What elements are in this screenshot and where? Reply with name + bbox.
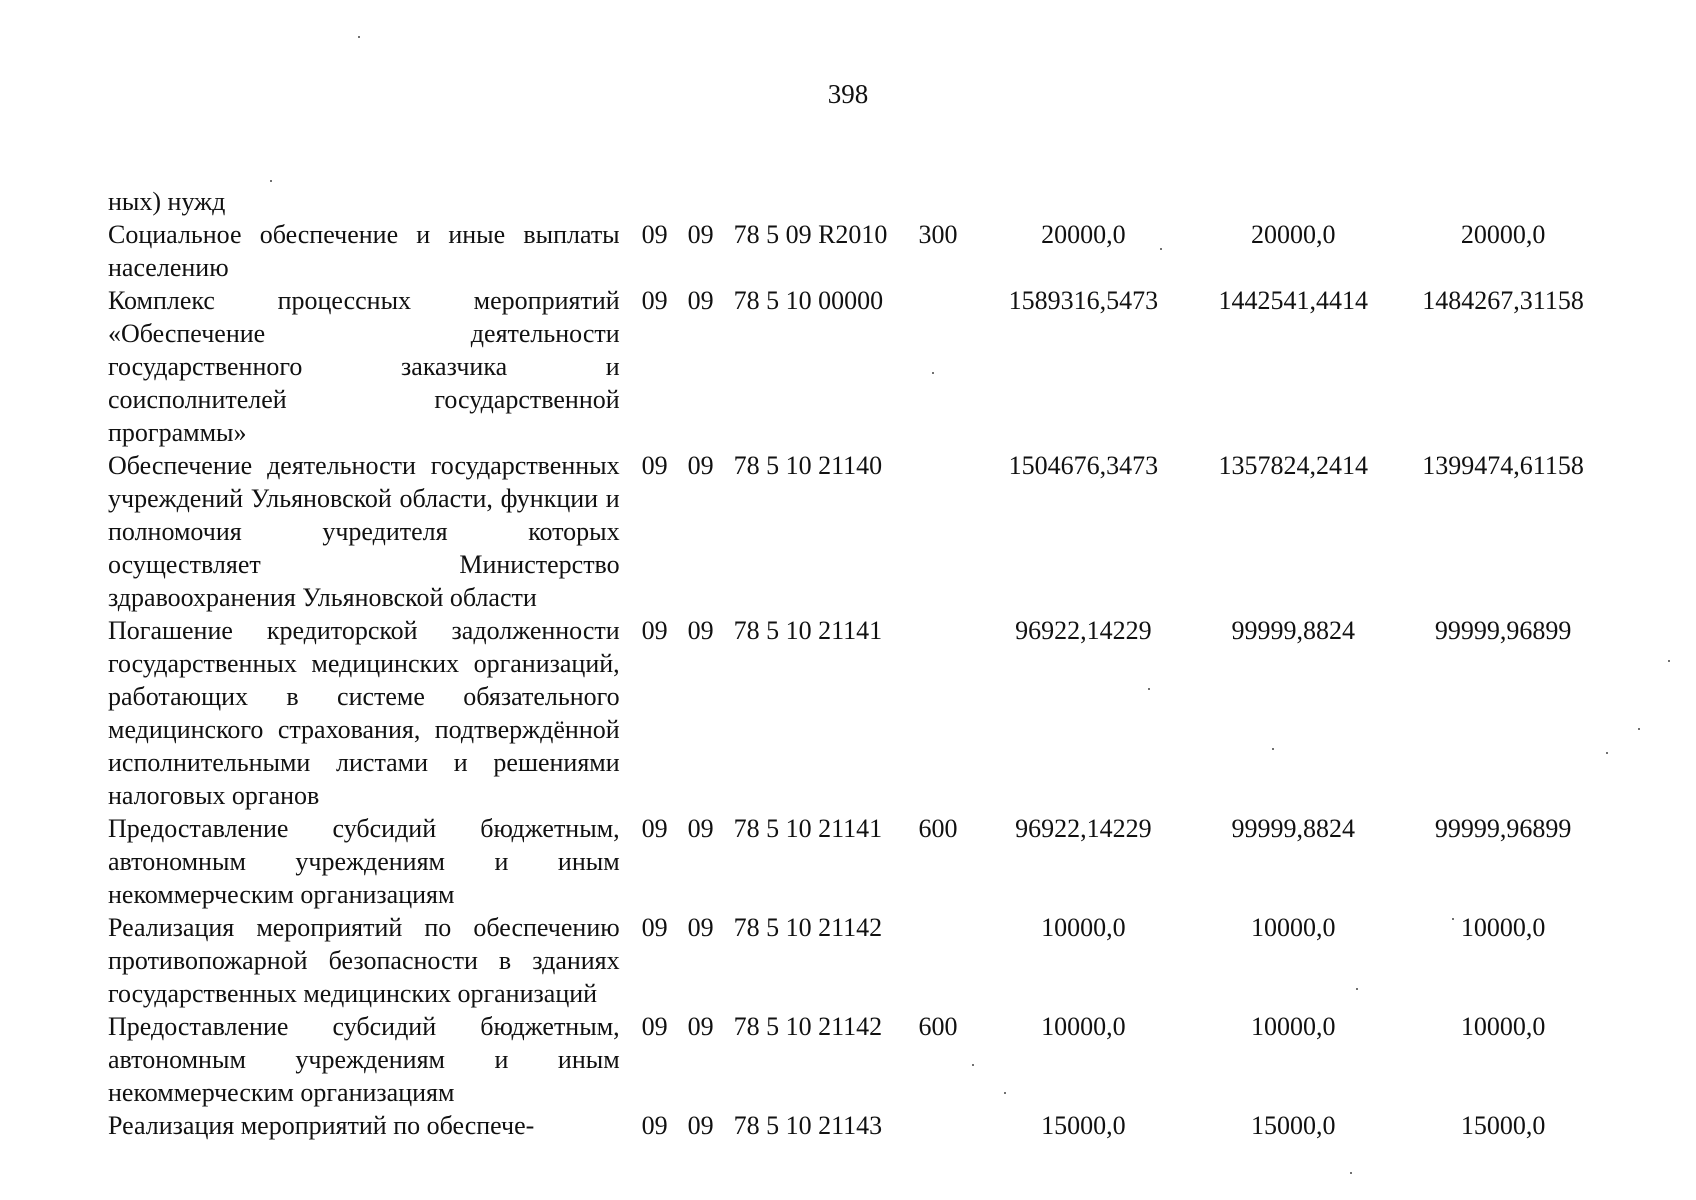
table-row — [108, 449, 1608, 614]
row-amount-year3: 20000,0 — [1460, 220, 1546, 249]
row-amount-year2: 10000,0 — [1250, 1012, 1336, 1041]
row-name: Предоставление субсидий бюджетным, автономным учреждениям и иным некоммерческим организациям — [108, 814, 620, 909]
row-name: Реализация мероприятий по обеспече- — [108, 1111, 535, 1140]
row-name: Комплекс процессных мероприятий «Обеспечение деятельности государственного заказчика и соисполнителей государственной программы» — [108, 286, 620, 447]
row-amount-year1: 15000,0 — [1041, 1111, 1126, 1140]
row-amount-year3: 99999,96899 — [1434, 814, 1572, 843]
scan-speck — [1004, 1092, 1006, 1094]
row-amount-year3: 10000,0 — [1460, 1012, 1546, 1041]
row-name: Погашение кредиторской задолженности государственных медицинских организаций, работающих в системе обязательного медицинского страхования, подтверждённой исполнительными листами и решениями налоговых органов — [108, 616, 620, 810]
row-name: Социальное обеспечение и иные выплаты населению — [108, 220, 620, 282]
row-section: 09 — [641, 1111, 668, 1140]
row-expense-type: 300 — [918, 220, 958, 249]
row-amount-year2: 99999,8824 — [1231, 616, 1355, 645]
row-section: 09 — [641, 616, 668, 645]
table-row — [108, 1109, 1608, 1142]
row-target-code: 78 5 10 21140 — [733, 451, 883, 480]
scan-speck — [270, 180, 272, 182]
scan-speck — [972, 1064, 974, 1066]
row-section: 09 — [641, 220, 668, 249]
scan-speck — [1356, 988, 1358, 990]
scan-speck — [932, 372, 934, 374]
row-section: 09 — [641, 913, 668, 942]
scan-speck — [1272, 748, 1274, 750]
row-amount-year3: 99999,96899 — [1434, 616, 1572, 645]
row-subsection: 09 — [687, 286, 714, 315]
row-name: Реализация мероприятий по обеспечению противопожарной безопасности в зданиях государственных медицинских организаций — [108, 913, 620, 1008]
row-amount-year3: 15000,0 — [1460, 1111, 1546, 1140]
row-amount-year2: 15000,0 — [1250, 1111, 1336, 1140]
row-amount-year2: 1442541,4414 — [1218, 286, 1368, 315]
table-row — [108, 911, 1608, 1010]
row-subsection: 09 — [687, 814, 714, 843]
row-section: 09 — [641, 1012, 668, 1041]
row-amount-year1: 10000,0 — [1041, 913, 1126, 942]
table-row — [108, 185, 1608, 218]
row-subsection: 09 — [687, 1111, 714, 1140]
table-row — [108, 812, 1608, 911]
row-name: Обеспечение деятельности государственных учреждений Ульяновской области, функции и полномочия учредителя которых осуществляет Министерство здравоохранения Ульяновской области — [108, 451, 620, 612]
row-subsection: 09 — [687, 1012, 714, 1041]
budget-table — [108, 185, 1608, 1142]
row-amount-year2: 1357824,2414 — [1218, 451, 1368, 480]
row-target-code: 78 5 10 21141 — [733, 616, 883, 645]
scan-speck — [1606, 752, 1608, 754]
row-target-code: 78 5 10 21142 — [733, 913, 883, 942]
scan-speck — [1452, 918, 1454, 920]
row-subsection: 09 — [687, 913, 714, 942]
row-subsection: 09 — [687, 451, 714, 480]
row-amount-year3: 1399474,61158 — [1422, 451, 1584, 480]
row-amount-year1: 1589316,5473 — [1008, 286, 1159, 315]
row-name: Предоставление субсидий бюджетным, автономным учреждениям и иным некоммерческим организациям — [108, 1012, 620, 1107]
row-amount-year3: 10000,0 — [1460, 913, 1546, 942]
page-number: 398 — [827, 79, 869, 109]
row-name: ных) нужд — [108, 187, 226, 216]
row-section: 09 — [641, 451, 668, 480]
row-amount-year1: 10000,0 — [1041, 1012, 1126, 1041]
row-amount-year1: 1504676,3473 — [1008, 451, 1159, 480]
row-subsection: 09 — [687, 616, 714, 645]
row-amount-year3: 1484267,31158 — [1422, 286, 1584, 315]
row-amount-year1: 96922,14229 — [1015, 616, 1152, 645]
row-target-code: 78 5 10 21143 — [733, 1111, 883, 1140]
row-target-code: 78 5 10 21141 — [733, 814, 883, 843]
scan-speck — [1350, 1172, 1352, 1174]
table-row — [108, 284, 1608, 449]
row-amount-year2: 99999,8824 — [1231, 814, 1355, 843]
row-expense-type: 600 — [918, 1012, 958, 1041]
scan-speck — [1148, 688, 1150, 690]
row-target-code: 78 5 10 00000 — [733, 286, 884, 315]
row-amount-year2: 10000,0 — [1250, 913, 1336, 942]
table-row — [108, 218, 1608, 284]
scan-speck — [1668, 660, 1670, 662]
table-row — [108, 1010, 1608, 1109]
row-section: 09 — [641, 286, 668, 315]
row-target-code: 78 5 10 21142 — [733, 1012, 883, 1041]
row-amount-year2: 20000,0 — [1250, 220, 1336, 249]
scan-speck — [1638, 728, 1640, 730]
row-section: 09 — [641, 814, 668, 843]
row-amount-year1: 20000,0 — [1041, 220, 1126, 249]
row-expense-type: 600 — [918, 814, 958, 843]
row-subsection: 09 — [687, 220, 714, 249]
scan-speck — [358, 36, 360, 38]
scan-speck — [1160, 248, 1162, 250]
row-amount-year1: 96922,14229 — [1015, 814, 1152, 843]
row-target-code: 78 5 09 R2010 — [733, 220, 888, 249]
table-row — [108, 614, 1608, 812]
